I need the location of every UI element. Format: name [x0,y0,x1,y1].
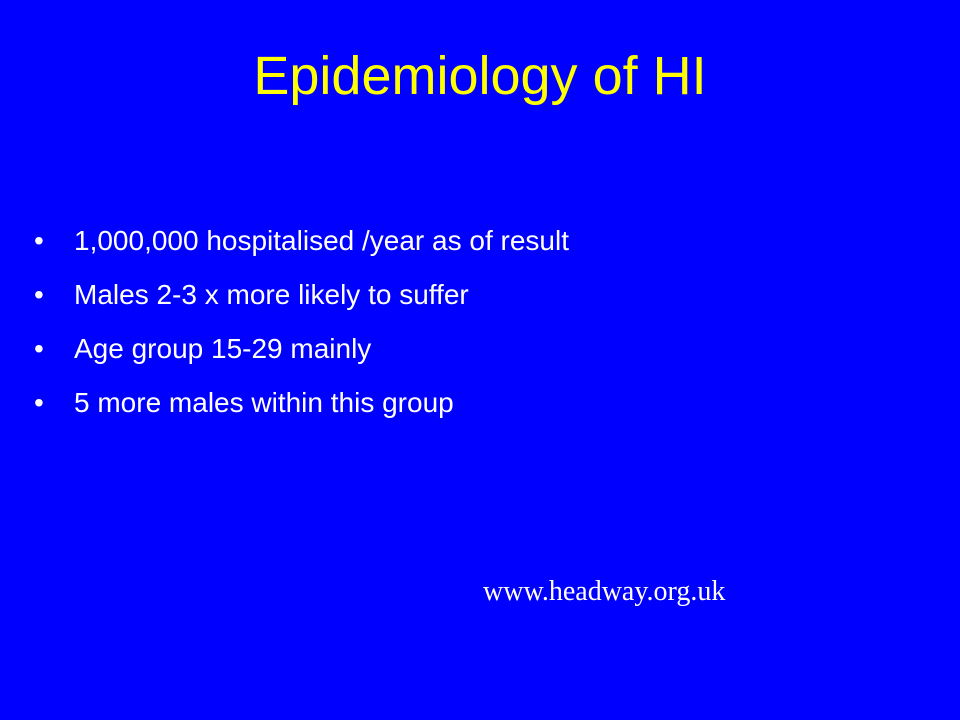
bullet-text: 1,000,000 hospitalised /year as of result [74,225,569,256]
bullet-dot-icon: • [34,279,44,310]
source-url: www.headway.org.uk [483,576,726,607]
bullet-text: Age group 15-29 mainly [74,333,372,364]
slide-title: Epidemiology of HI [253,46,707,106]
bullet-dot-icon: • [34,333,44,364]
bullet-item [34,322,569,376]
bullet-item [34,214,569,268]
bullet-text: 5 more males within this group [74,387,454,418]
bullet-item [34,268,569,322]
bullet-item [34,376,569,430]
bullet-list [34,214,569,430]
bullet-text: Males 2-3 x more likely to suffer [74,279,469,310]
bullet-dot-icon: • [34,387,44,418]
bullet-dot-icon: • [34,225,44,256]
